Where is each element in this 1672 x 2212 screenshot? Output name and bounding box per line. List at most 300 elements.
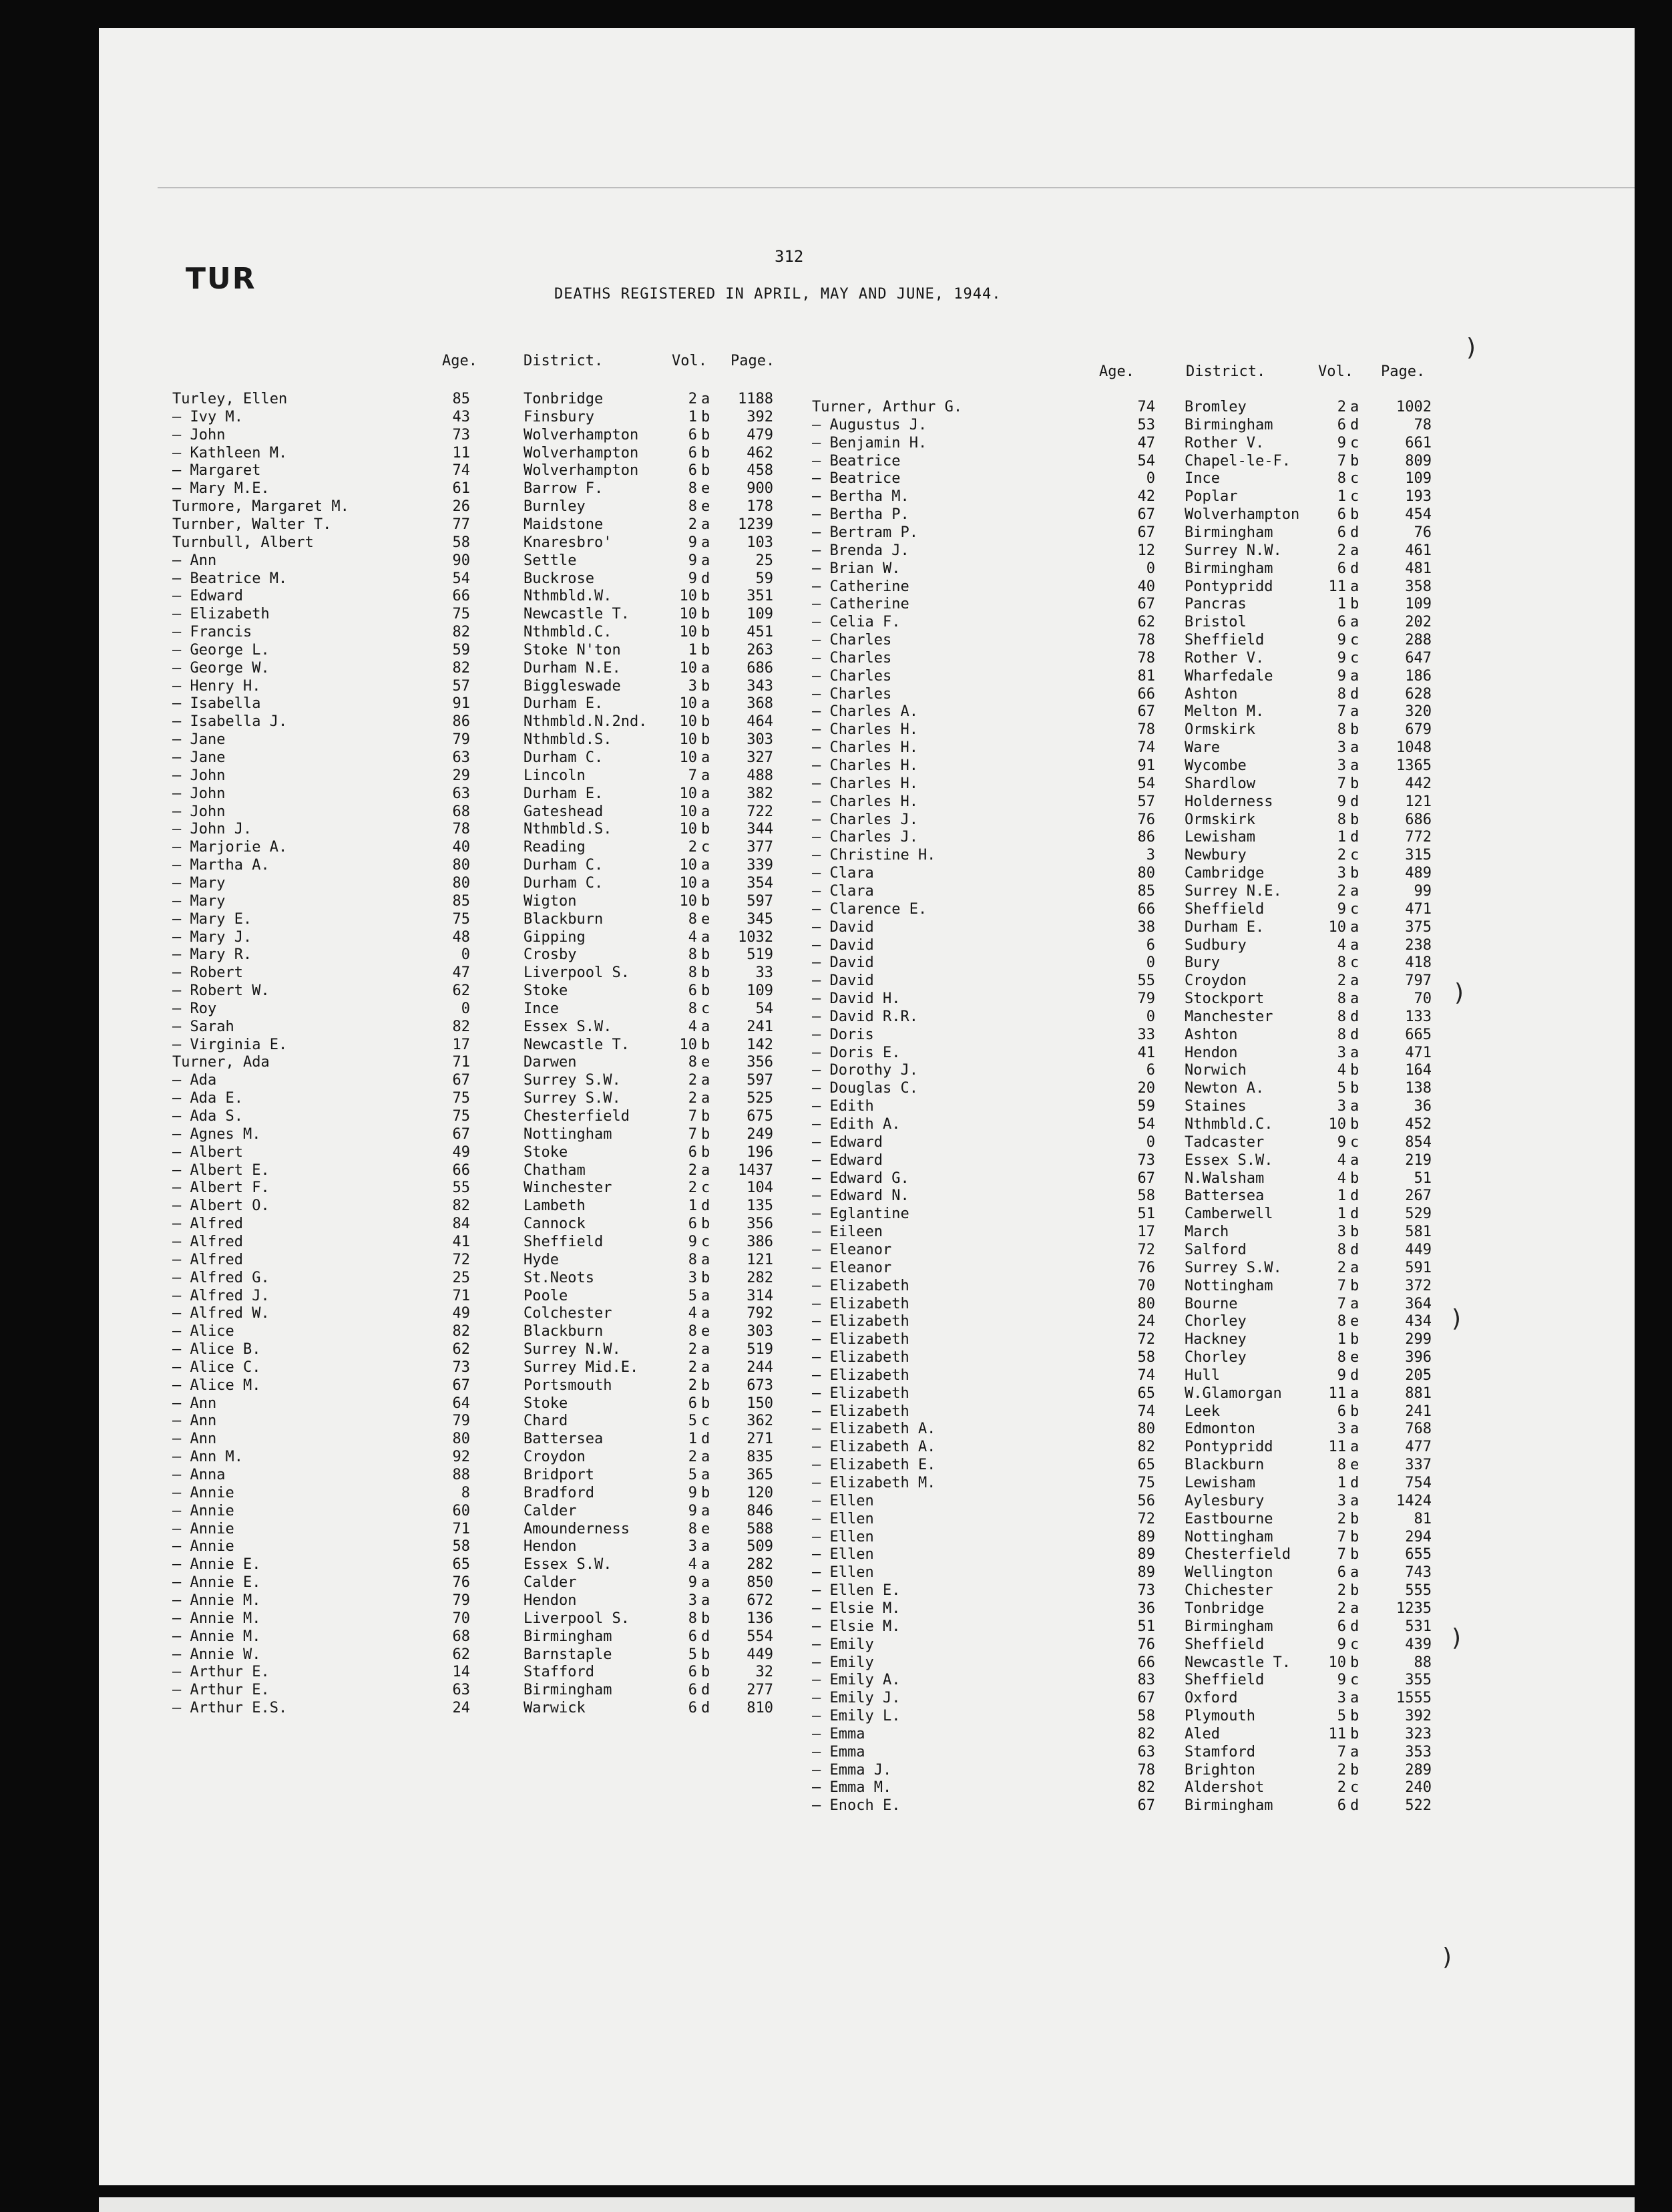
entry-section: c <box>701 1233 710 1250</box>
entry-district: Bromley <box>1185 399 1247 415</box>
entry-volume: 1 <box>1337 1187 1346 1205</box>
entry-age: 65 <box>452 1556 470 1574</box>
entry-section: d <box>1350 793 1360 810</box>
entry-section: b <box>701 892 710 910</box>
table-row <box>812 757 1433 775</box>
entry-district: Surrey Mid.E. <box>524 1358 639 1376</box>
entry-age: 79 <box>452 1413 470 1430</box>
entry-page: 462 <box>747 444 773 462</box>
entry-name: — Elizabeth <box>812 1277 909 1294</box>
entry-district: Barrow F. <box>524 480 604 498</box>
entry-page: 202 <box>1405 614 1432 631</box>
fold-line <box>158 187 1635 188</box>
entry-volume: 2 <box>688 1072 697 1089</box>
entry-district: Bridport <box>524 1467 594 1483</box>
entry-volume: 6 <box>1337 524 1346 541</box>
entry-section: b <box>701 408 710 425</box>
table-row <box>172 1592 787 1610</box>
entry-district: Nottingham <box>1185 1277 1273 1294</box>
entry-section: b <box>701 1125 710 1143</box>
entry-name: — Bertha M. <box>812 488 909 506</box>
entry-volume: 7 <box>1337 775 1346 792</box>
surname-code: TUR <box>186 262 256 296</box>
entry-name: — Doris E. <box>812 1044 901 1061</box>
entry-volume: 6 <box>688 1216 697 1233</box>
entry-page: 109 <box>1405 470 1432 488</box>
table-row <box>812 793 1433 811</box>
entry-name: — Ada S. <box>172 1108 243 1125</box>
entry-district: Hendon <box>524 1538 577 1555</box>
entry-age: 62 <box>452 1646 470 1663</box>
entry-page: 36 <box>1414 1098 1432 1115</box>
entry-name: — Dorothy J. <box>812 1062 918 1079</box>
entry-district: Rother V. <box>1185 649 1265 667</box>
entry-page: 364 <box>1405 1295 1432 1312</box>
entry-district: Hendon <box>524 1592 577 1609</box>
entry-age: 54 <box>1137 452 1155 470</box>
entry-age: 67 <box>1137 1690 1155 1707</box>
entry-district: Durham C. <box>524 857 604 874</box>
entry-section: b <box>701 641 710 659</box>
entry-volume: 1 <box>1337 829 1346 846</box>
entry-page: 525 <box>747 1090 773 1107</box>
entry-age: 60 <box>452 1502 470 1519</box>
entry-page: 477 <box>1405 1439 1432 1456</box>
entry-district: Hackney <box>1185 1331 1247 1348</box>
table-row <box>172 874 787 892</box>
entry-page: 88 <box>1414 1654 1432 1671</box>
entry-name: — Alice C. <box>172 1358 261 1376</box>
entry-district: Croydon <box>1185 972 1247 990</box>
entry-name: — Ellen <box>812 1546 874 1563</box>
table-row <box>172 1502 787 1520</box>
entry-page: 303 <box>747 731 773 749</box>
entry-section: a <box>701 534 710 551</box>
entry-page: 835 <box>747 1449 773 1466</box>
entry-district: Birmingham <box>524 1628 612 1645</box>
entry-age: 78 <box>452 821 470 838</box>
entry-volume: 2 <box>1337 1761 1346 1779</box>
entry-section: a <box>701 803 710 820</box>
table-row <box>172 1555 787 1574</box>
entry-volume: 9 <box>688 552 697 569</box>
entry-section: b <box>1350 1546 1360 1563</box>
entry-section: a <box>701 659 710 677</box>
entry-name: — Annie <box>172 1502 234 1519</box>
entry-section: c <box>1350 649 1360 667</box>
entry-section: b <box>701 1646 710 1663</box>
entry-page: 241 <box>747 1018 773 1035</box>
entry-page: 754 <box>1405 1475 1432 1491</box>
entry-district: Poole <box>524 1287 568 1304</box>
entry-page: 135 <box>747 1197 773 1215</box>
entry-section: d <box>1350 1206 1360 1223</box>
table-row <box>812 1492 1433 1510</box>
entry-age: 24 <box>452 1700 470 1717</box>
table-row <box>812 721 1433 739</box>
entry-age: 75 <box>452 606 470 623</box>
entry-page: 792 <box>747 1305 773 1322</box>
entry-age: 72 <box>1137 1241 1155 1258</box>
entry-section: b <box>1350 811 1360 828</box>
entry-volume: 6 <box>688 444 697 462</box>
entry-volume: 4 <box>1337 1169 1346 1187</box>
entry-page: 509 <box>747 1538 773 1555</box>
entry-name: — Annie M. <box>172 1610 261 1627</box>
entry-district: Crosby <box>524 946 577 964</box>
entry-age: 80 <box>1137 865 1155 882</box>
entry-section: c <box>1350 1672 1360 1689</box>
entry-volume: 2 <box>688 1161 697 1179</box>
table-row <box>172 1000 787 1018</box>
entry-age: 58 <box>1137 1187 1155 1205</box>
entry-name: — Roy <box>172 1000 217 1017</box>
entry-age: 17 <box>1137 1224 1155 1241</box>
entry-name: — Celia F. <box>812 614 901 631</box>
table-row <box>172 1358 787 1376</box>
entry-district: Wolverhampton <box>1185 506 1300 524</box>
entry-volume: 1 <box>688 1431 697 1448</box>
entry-district: Biggleswade <box>524 677 621 695</box>
entry-name: — Charles <box>812 685 892 703</box>
entry-volume: 10 <box>679 857 697 874</box>
entry-page: 186 <box>1405 667 1432 685</box>
entry-name: — Virginia E. <box>172 1036 288 1053</box>
entry-age: 72 <box>1137 1510 1155 1527</box>
entry-age: 92 <box>452 1449 470 1466</box>
entry-volume: 10 <box>679 695 697 713</box>
entry-volume: 8 <box>688 1000 697 1017</box>
entry-page: 675 <box>747 1108 773 1125</box>
entry-name: — Alfred <box>172 1251 243 1268</box>
table-row <box>172 1537 787 1555</box>
entry-age: 89 <box>1137 1564 1155 1582</box>
entry-district: Stockport <box>1185 990 1265 1008</box>
entry-age: 29 <box>452 767 470 784</box>
table-row <box>812 1026 1433 1044</box>
entry-name: Turnber, Walter T. <box>172 516 332 533</box>
entry-volume: 2 <box>1337 542 1346 559</box>
right-vol-header: Vol. <box>1318 363 1353 380</box>
entry-volume: 2 <box>688 1090 697 1107</box>
entry-district: Surrey N.W. <box>1185 542 1282 559</box>
entry-name: — Charles H. <box>812 757 918 774</box>
entry-section: a <box>1350 614 1360 631</box>
entry-page: 531 <box>1405 1618 1432 1635</box>
entry-name: — Elizabeth M. <box>812 1475 936 1491</box>
entry-name: — Isabella J. <box>172 713 288 731</box>
table-row <box>812 1061 1433 1079</box>
table-row <box>172 462 787 480</box>
entry-volume: 11 <box>1328 578 1346 595</box>
entry-age: 75 <box>1137 1475 1155 1491</box>
entry-name: — John <box>172 803 226 820</box>
entry-district: Aldershot <box>1185 1779 1265 1797</box>
entry-district: Durham E. <box>1185 918 1265 936</box>
entry-age: 62 <box>452 982 470 1000</box>
entry-volume: 2 <box>688 1179 697 1197</box>
table-row <box>812 667 1433 685</box>
entry-volume: 2 <box>688 1449 697 1466</box>
entry-volume: 9 <box>1337 649 1346 667</box>
entry-name: — Agnes M. <box>172 1125 261 1143</box>
entry-district: Bourne <box>1185 1295 1238 1312</box>
entry-name: — Elizabeth <box>812 1403 909 1420</box>
entry-section: a <box>701 1556 710 1574</box>
table-row <box>172 480 787 498</box>
entry-name: — Mary <box>172 892 226 910</box>
entry-section: a <box>1350 1044 1360 1061</box>
entry-page: 372 <box>1405 1277 1432 1294</box>
entry-district: Sheffield <box>524 1233 604 1250</box>
table-row <box>812 506 1433 524</box>
entry-volume: 7 <box>1337 1546 1346 1563</box>
table-row <box>812 595 1433 613</box>
entry-district: Pontypridd <box>1185 578 1273 595</box>
entry-volume: 6 <box>1337 614 1346 631</box>
entry-name: — Charles H. <box>812 775 918 792</box>
entry-section: c <box>701 839 710 856</box>
entry-district: Wellington <box>1185 1564 1273 1582</box>
entry-page: 449 <box>1405 1241 1432 1258</box>
entry-section: a <box>701 874 710 892</box>
entry-age: 57 <box>452 677 470 695</box>
entry-name: — Charles <box>812 632 892 649</box>
entry-volume: 9 <box>688 570 697 587</box>
entry-section: b <box>701 677 710 695</box>
entry-page: 238 <box>1405 936 1432 954</box>
entry-name: — Ann M. <box>172 1449 243 1466</box>
entry-age: 12 <box>1137 542 1155 559</box>
entry-district: Salford <box>1185 1241 1247 1258</box>
table-row <box>172 1699 787 1717</box>
entry-name: — Albert E. <box>172 1161 270 1179</box>
entry-age: 66 <box>452 588 470 605</box>
entry-volume: 8 <box>1337 1241 1346 1258</box>
entry-page: 205 <box>1405 1366 1432 1384</box>
entry-district: Hendon <box>1185 1044 1238 1061</box>
table-row <box>812 1600 1433 1618</box>
entry-district: Nthmbld.S. <box>524 731 612 749</box>
entry-age: 71 <box>452 1520 470 1537</box>
entry-volume: 1 <box>1337 1331 1346 1348</box>
entry-volume: 4 <box>1337 1151 1346 1169</box>
entry-volume: 2 <box>1337 1259 1346 1276</box>
table-row <box>812 1707 1433 1725</box>
entry-name: — Edward G. <box>812 1169 909 1187</box>
table-row <box>172 1287 787 1305</box>
table-row <box>172 856 787 874</box>
entry-district: Tonbridge <box>1185 1600 1265 1617</box>
entry-page: 267 <box>1405 1187 1432 1205</box>
entry-volume: 7 <box>688 767 697 784</box>
table-row <box>812 1474 1433 1492</box>
entry-age: 20 <box>1137 1080 1155 1097</box>
table-row <box>812 1241 1433 1259</box>
table-row <box>172 1395 787 1413</box>
entry-age: 67 <box>1137 1797 1155 1815</box>
entry-page: 271 <box>747 1431 773 1448</box>
entry-volume: 9 <box>1337 434 1346 451</box>
entry-district: Bradford <box>524 1484 594 1501</box>
entry-volume: 8 <box>1337 470 1346 488</box>
entry-volume: 8 <box>688 964 697 982</box>
entry-section: b <box>701 1216 710 1233</box>
entry-district: W.Glamorgan <box>1185 1385 1282 1402</box>
entry-volume: 11 <box>1328 1725 1346 1742</box>
table-row <box>172 677 787 695</box>
entry-district: Buckrose <box>524 570 594 587</box>
table-row <box>172 1430 787 1448</box>
entry-age: 78 <box>1137 649 1155 667</box>
entry-section: d <box>1350 685 1360 703</box>
entry-age: 0 <box>1146 954 1155 972</box>
entry-section: a <box>1350 972 1360 990</box>
entry-volume: 9 <box>1337 632 1346 649</box>
entry-district: Chichester <box>1185 1582 1273 1600</box>
entry-page: 464 <box>747 713 773 731</box>
entry-section: a <box>1350 1385 1360 1402</box>
entry-district: Wolverhampton <box>524 462 639 480</box>
entry-district: Barnstaple <box>524 1646 612 1663</box>
entry-age: 40 <box>452 839 470 856</box>
entry-section: b <box>1350 1654 1360 1671</box>
entry-volume: 4 <box>1337 1062 1346 1079</box>
entry-name: — Enoch E. <box>812 1797 901 1815</box>
entry-name: — Charles <box>812 667 892 685</box>
entry-age: 61 <box>452 480 470 498</box>
entry-name: — Edward <box>812 1133 883 1151</box>
entry-volume: 7 <box>1337 1743 1346 1761</box>
table-row <box>172 1628 787 1646</box>
entry-section: a <box>701 767 710 784</box>
entry-volume: 9 <box>1337 667 1346 685</box>
entry-district: N.Walsham <box>1185 1169 1265 1187</box>
entry-section: a <box>1350 757 1360 774</box>
entry-district: Calder <box>524 1574 577 1592</box>
binder-mark: ) <box>1454 979 1464 1006</box>
entry-district: Battersea <box>1185 1187 1265 1205</box>
entry-name: — Clara <box>812 882 874 900</box>
entry-age: 63 <box>452 785 470 802</box>
entry-name: — Mary M.E. <box>172 480 270 498</box>
entry-page: 554 <box>747 1628 773 1645</box>
entry-name: — Eleanor <box>812 1259 892 1276</box>
entry-district: Amounderness <box>524 1520 630 1537</box>
entry-volume: 10 <box>679 892 697 910</box>
entry-age: 0 <box>461 1000 470 1017</box>
table-row <box>812 954 1433 972</box>
entry-age: 82 <box>1137 1439 1155 1456</box>
right-age-header: Age. <box>1099 363 1134 380</box>
entry-volume: 10 <box>679 803 697 820</box>
entry-district: Bury <box>1185 954 1220 972</box>
entry-page: 362 <box>747 1413 773 1430</box>
entry-age: 53 <box>1137 416 1155 433</box>
table-row <box>812 900 1433 918</box>
entry-volume: 10 <box>679 659 697 677</box>
table-row <box>812 1654 1433 1672</box>
entry-name: — Albert F. <box>172 1179 270 1197</box>
entry-page: 133 <box>1405 1008 1432 1025</box>
table-row <box>172 641 787 659</box>
entry-volume: 2 <box>688 839 697 856</box>
entry-volume: 6 <box>1337 416 1346 433</box>
entry-district: Warwick <box>524 1700 586 1717</box>
entry-volume: 8 <box>1337 1008 1346 1025</box>
entry-age: 0 <box>1146 1008 1155 1025</box>
entry-section: b <box>1350 506 1360 524</box>
entry-volume: 5 <box>1337 1080 1346 1097</box>
entry-district: Durham C. <box>524 749 604 766</box>
entry-age: 54 <box>1137 775 1155 792</box>
entry-district: Pancras <box>1185 596 1247 613</box>
entry-page: 33 <box>755 964 773 982</box>
table-row <box>172 982 787 1000</box>
table-row <box>812 1295 1433 1313</box>
entry-section: b <box>701 588 710 605</box>
entry-name: — Augustus J. <box>812 416 927 433</box>
entry-district: Sheffield <box>1185 900 1265 918</box>
entry-district: Hyde <box>524 1251 559 1268</box>
entry-district: Durham E. <box>524 695 604 713</box>
entry-district: Surrey S.W. <box>524 1090 621 1107</box>
entry-section: a <box>701 391 710 407</box>
entry-age: 67 <box>1137 596 1155 613</box>
left-page-header: Page. <box>730 353 775 369</box>
entry-volume: 6 <box>688 1682 697 1699</box>
entry-page: 354 <box>747 874 773 892</box>
entry-age: 75 <box>452 1108 470 1125</box>
entry-age: 67 <box>452 1376 470 1394</box>
entry-age: 67 <box>452 1125 470 1143</box>
entry-district: Birmingham <box>1185 1797 1273 1815</box>
entry-section: b <box>1350 1761 1360 1779</box>
entry-name: — Alfred W. <box>172 1305 270 1322</box>
entry-page: 314 <box>747 1287 773 1304</box>
table-row <box>812 1205 1433 1223</box>
entry-volume: 2 <box>688 1341 697 1358</box>
entry-volume: 6 <box>1337 1564 1346 1582</box>
entry-page: 1437 <box>738 1161 773 1179</box>
entry-age: 6 <box>1146 936 1155 954</box>
entry-district: Chorley <box>1185 1349 1247 1366</box>
entry-section: a <box>1350 1600 1360 1617</box>
entry-section: b <box>1350 1708 1360 1725</box>
entry-section: e <box>701 480 710 498</box>
entry-age: 82 <box>452 1018 470 1035</box>
entry-age: 82 <box>1137 1779 1155 1797</box>
entry-volume: 9 <box>1337 900 1346 918</box>
entry-page: 655 <box>1405 1546 1432 1563</box>
entry-page: 345 <box>747 910 773 928</box>
entry-section: b <box>701 731 710 749</box>
entry-page: 54 <box>755 1000 773 1017</box>
entry-name: — Annie E. <box>172 1574 261 1592</box>
entry-volume: 7 <box>1337 1277 1346 1294</box>
entry-volume: 5 <box>688 1287 697 1304</box>
entry-volume: 7 <box>688 1108 697 1125</box>
entry-age: 66 <box>452 1161 470 1179</box>
entry-page: 454 <box>1405 506 1432 524</box>
entry-page: 377 <box>747 839 773 856</box>
entry-volume: 8 <box>1337 721 1346 739</box>
entry-volume: 2 <box>688 1358 697 1376</box>
entry-name: — Edward <box>812 1151 883 1169</box>
entry-district: Camberwell <box>1185 1206 1273 1223</box>
entry-page: 1555 <box>1396 1690 1432 1707</box>
binder-mark: ) <box>1466 334 1476 361</box>
